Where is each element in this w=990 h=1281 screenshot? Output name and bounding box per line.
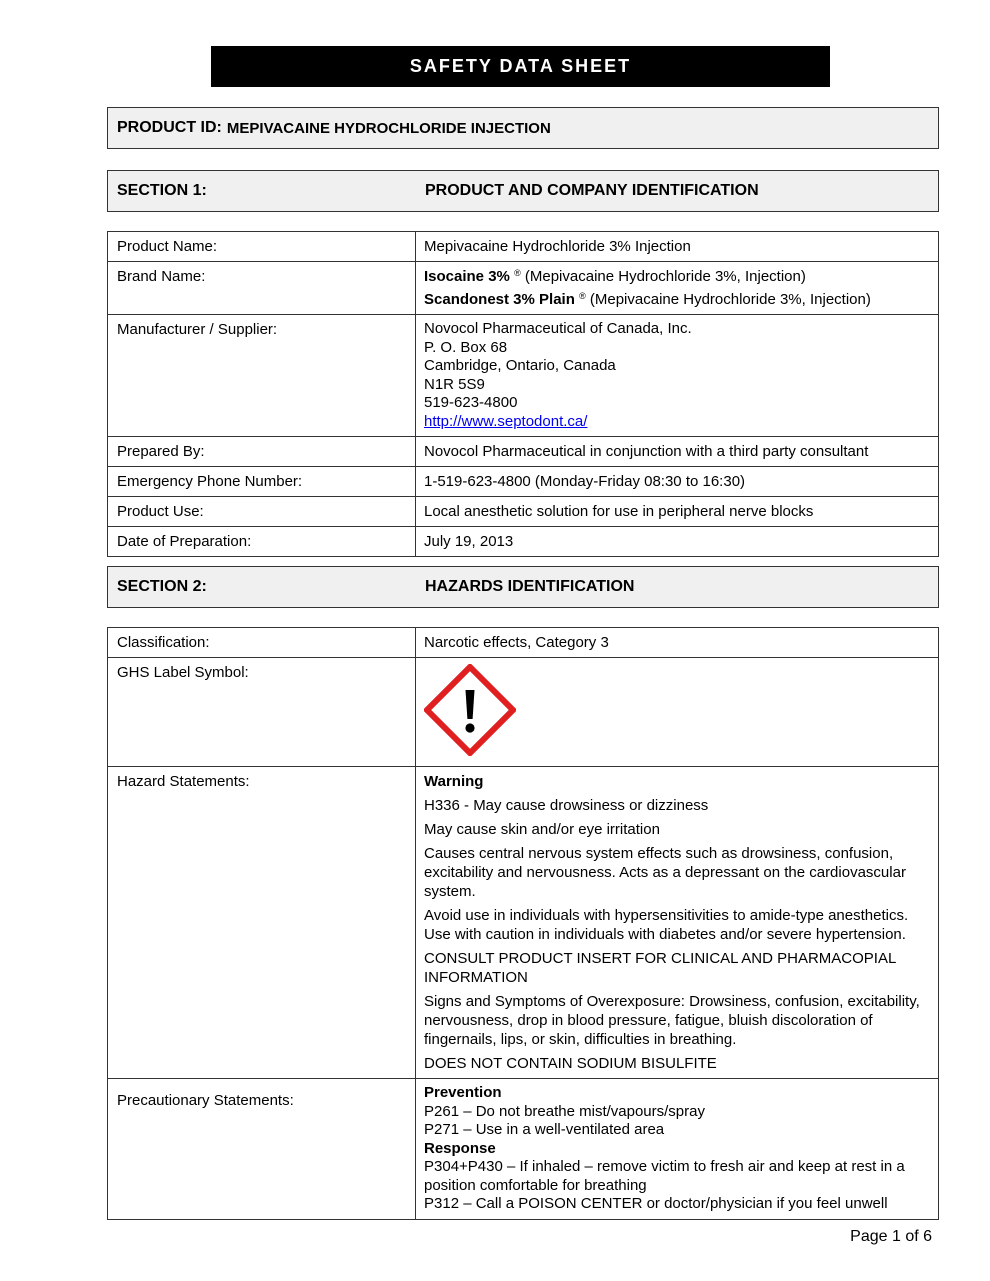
prevention-heading: Prevention bbox=[424, 1084, 502, 1101]
section-1-title: PRODUCT AND COMPANY IDENTIFICATION bbox=[425, 182, 759, 199]
response-heading: Response bbox=[424, 1139, 496, 1157]
signal-word: Warning bbox=[424, 773, 484, 790]
section-1-number: SECTION 1: bbox=[117, 182, 207, 199]
brand-desc: (Mepivacaine Hydrochloride 3%, Injection) bbox=[520, 268, 806, 285]
address-line: P. O. Box 68 bbox=[424, 338, 508, 356]
brand-name: Scandonest 3% Plain bbox=[424, 291, 575, 308]
page-number: Page 1 of 6 bbox=[850, 1228, 932, 1245]
address-line: N1R 5S9 bbox=[424, 375, 485, 393]
section-1-header bbox=[107, 170, 939, 212]
row-value: Novocol Pharmaceutical in conjunction with a third party consultant bbox=[416, 437, 939, 467]
document-title: SAFETY DATA SHEET bbox=[211, 46, 830, 87]
row-label: Brand Name: bbox=[108, 262, 416, 315]
hazard-statement: May cause skin and/or eye irritation bbox=[424, 821, 660, 838]
table-row bbox=[108, 467, 939, 497]
hazard-statement: Signs and Symptoms of Overexposure: Drowsiness, confusion, excitability, nervousness, drop in blood pressure, fatigue, bluish discoloration of fingernails, lips, or skin, difficulties in breathing. bbox=[424, 993, 920, 1048]
row-label: Precautionary Statements: bbox=[108, 1079, 416, 1220]
address-line: Novocol Pharmaceutical of Canada, Inc. bbox=[424, 320, 692, 337]
hazard-statement: DOES NOT CONTAIN SODIUM BISULFITE bbox=[424, 1055, 717, 1072]
table-row bbox=[108, 628, 939, 658]
product-id-value: MEPIVACAINE HYDROCHLORIDE INJECTION bbox=[226, 119, 551, 137]
address-line: Cambridge, Ontario, Canada bbox=[424, 357, 616, 374]
row-label: Product Name: bbox=[108, 232, 416, 262]
product-id-box bbox=[107, 107, 939, 149]
exclamation-mark-pictogram-icon bbox=[424, 664, 516, 756]
phone-line: 519-623-4800 bbox=[424, 394, 518, 411]
row-label: Manufacturer / Supplier: bbox=[108, 315, 416, 437]
row-label: Emergency Phone Number: bbox=[108, 467, 416, 497]
hazard-statement: Causes central nervous system effects such as drowsiness, confusion, excitability and nervousness. Acts as a depressant on the cardiovascular system. bbox=[424, 845, 906, 900]
section-2-number: SECTION 2: bbox=[117, 578, 207, 595]
row-label: GHS Label Symbol: bbox=[108, 658, 416, 767]
hazard-statement: H336 - May cause drowsiness or dizziness bbox=[424, 797, 709, 814]
row-label: Date of Preparation: bbox=[108, 527, 416, 557]
ghs-symbol-cell bbox=[416, 658, 939, 767]
row-value: 1-519-623-4800 (Monday-Friday 08:30 to 16:30) bbox=[416, 467, 939, 497]
row-value: Narcotic effects, Category 3 bbox=[416, 628, 939, 658]
website-link[interactable]: http://www.septodont.ca/ bbox=[424, 412, 588, 430]
table-row bbox=[108, 262, 939, 315]
brand-name-cell bbox=[416, 262, 939, 315]
row-value: Local anesthetic solution for use in peripheral nerve blocks bbox=[416, 497, 939, 527]
brand-item bbox=[424, 290, 930, 309]
precaution-item: P304+P430 – If inhaled – remove victim to fresh air and keep at rest in a position comfortable for breathing bbox=[424, 1158, 905, 1194]
brand-item bbox=[424, 267, 930, 286]
registered-mark: ® bbox=[514, 268, 521, 278]
row-label: Hazard Statements: bbox=[108, 767, 416, 1079]
table-row bbox=[108, 658, 939, 767]
brand-name: Isocaine 3% bbox=[424, 268, 510, 285]
section-2-title: HAZARDS IDENTIFICATION bbox=[425, 578, 635, 595]
precautionary-statements-cell bbox=[416, 1079, 939, 1220]
hazard-statement: CONSULT PRODUCT INSERT FOR CLINICAL AND PHARMACOPIAL INFORMATION bbox=[424, 950, 896, 986]
section-2-header bbox=[107, 566, 939, 608]
section-1-table bbox=[107, 231, 939, 557]
hazard-statements-cell bbox=[416, 767, 939, 1079]
row-label: Prepared By: bbox=[108, 437, 416, 467]
table-row bbox=[108, 315, 939, 437]
registered-mark: ® bbox=[579, 291, 586, 301]
precaution-item: P271 – Use in a well-ventilated area bbox=[424, 1121, 665, 1138]
row-label: Product Use: bbox=[108, 497, 416, 527]
table-row bbox=[108, 767, 939, 1079]
manufacturer-cell bbox=[416, 315, 939, 437]
hazard-statement: Avoid use in individuals with hypersensitivities to amide-type anesthetics. Use with caution in individuals with diabetes and/or severe hypertension. bbox=[424, 907, 909, 943]
row-value: July 19, 2013 bbox=[416, 527, 939, 557]
precaution-item: P261 – Do not breathe mist/vapours/spray bbox=[424, 1102, 705, 1120]
table-row bbox=[108, 527, 939, 557]
table-row bbox=[108, 497, 939, 527]
product-id-label: PRODUCT ID: bbox=[117, 119, 222, 136]
row-value: Mepivacaine Hydrochloride 3% Injection bbox=[416, 232, 939, 262]
table-row bbox=[108, 232, 939, 262]
table-row bbox=[108, 1079, 939, 1220]
table-row bbox=[108, 437, 939, 467]
section-2-table bbox=[107, 627, 939, 1220]
precaution-item: P312 – Call a POISON CENTER or doctor/physician if you feel unwell bbox=[424, 1195, 888, 1212]
brand-desc: (Mepivacaine Hydrochloride 3%, Injection) bbox=[585, 291, 871, 308]
row-label: Classification: bbox=[108, 628, 416, 658]
